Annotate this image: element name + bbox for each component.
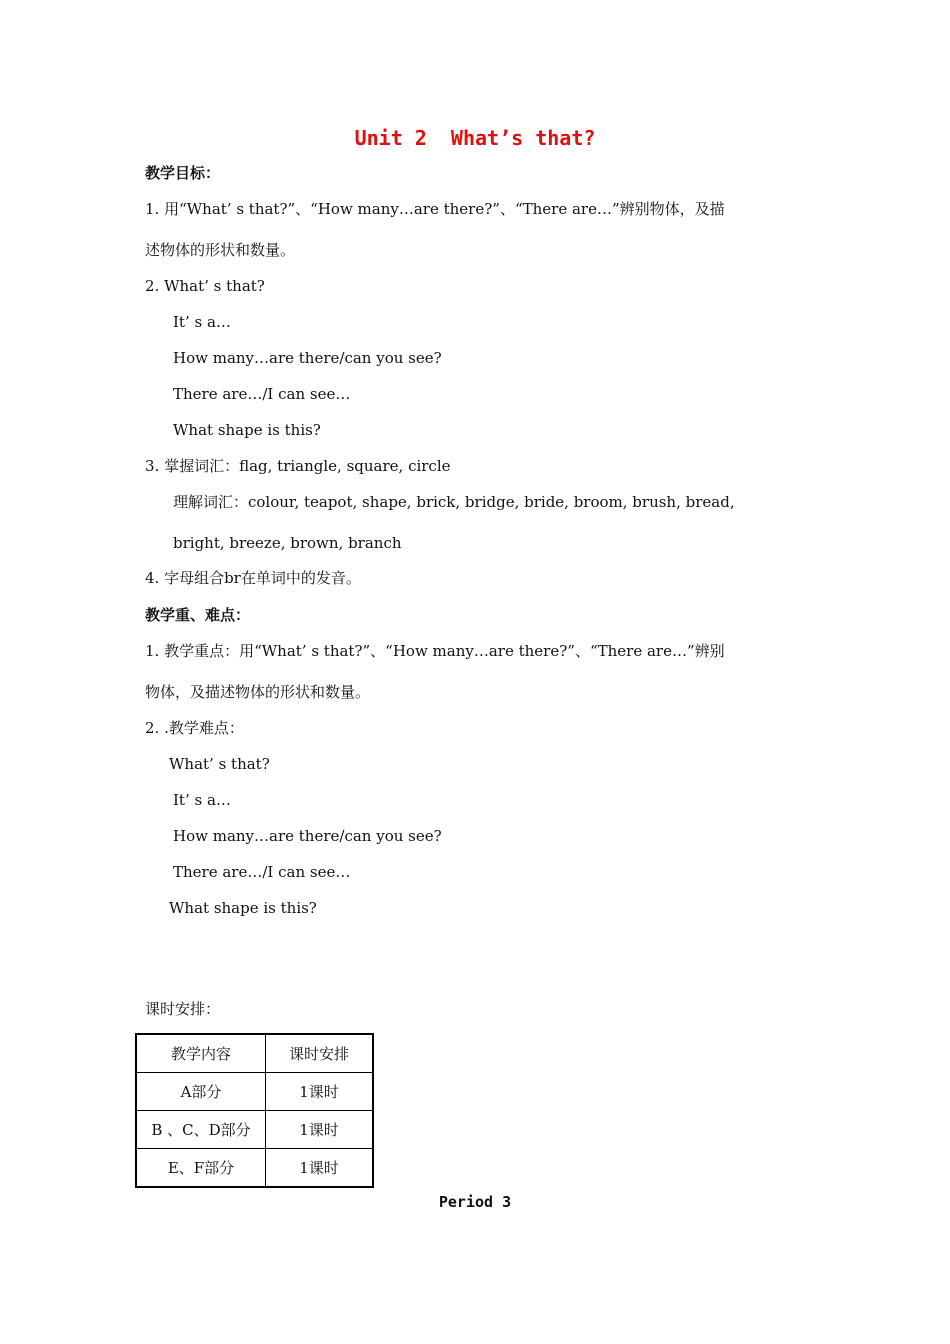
objective-4: 4. 字母组合br在单词中的发音。 bbox=[145, 569, 361, 587]
table-header-cell: 教学内容 bbox=[136, 1034, 266, 1073]
table-cell: 1课时 bbox=[266, 1149, 374, 1188]
table-cell: A部分 bbox=[136, 1073, 266, 1111]
key-points-heading: 教学重、难点： bbox=[145, 606, 251, 624]
objective-1-line-1: 1. 用“What’ s that?”、“How many…are there?”、“There are…”辨别物体，及描 bbox=[145, 200, 725, 218]
schedule-label: 课时安排： bbox=[145, 1000, 221, 1018]
table-header-row bbox=[136, 1034, 373, 1073]
objective-3-line-1: 3. 掌握词汇：flag, triangle, square, circle bbox=[145, 457, 451, 475]
objective-2-line: There are…/I can see… bbox=[173, 385, 351, 403]
objective-1-line-2: 述物体的形状和数量。 bbox=[145, 241, 296, 259]
table-row bbox=[136, 1073, 373, 1111]
table-row bbox=[136, 1111, 373, 1149]
table-row bbox=[136, 1149, 373, 1188]
key-point-2-head: 2. .教学难点： bbox=[145, 719, 244, 737]
key-point-2-line: There are…/I can see… bbox=[173, 863, 351, 881]
table-cell: 1课时 bbox=[266, 1073, 374, 1111]
document-title: Unit 2 What’s that? bbox=[354, 126, 596, 150]
objective-3-line-3: bright, breeze, brown, branch bbox=[173, 534, 402, 552]
objective-3-line-2: 理解词汇：colour, teapot, shape, brick, bridge, bride, broom, brush, bread, bbox=[173, 493, 735, 511]
key-point-2-line: It’ s a… bbox=[173, 791, 231, 809]
key-point-1-line-2: 物体，及描述物体的形状和数量。 bbox=[145, 683, 371, 701]
table-cell: 1课时 bbox=[266, 1111, 374, 1149]
table-cell: B 、C、D部分 bbox=[136, 1111, 266, 1149]
key-point-1-line-1: 1. 教学重点：用“What’ s that?”、“How many…are there?”、“There are…”辨别 bbox=[145, 642, 725, 660]
key-point-2-line: How many…are there/can you see? bbox=[173, 827, 442, 845]
objective-2-line: How many…are there/can you see? bbox=[173, 349, 442, 367]
schedule-table bbox=[135, 1033, 374, 1188]
objective-2-head: 2. What’ s that? bbox=[145, 277, 265, 295]
period-heading: Period 3 bbox=[438, 1193, 512, 1211]
objective-2-line: It’ s a… bbox=[173, 313, 231, 331]
key-point-2-line: What’ s that? bbox=[169, 755, 270, 773]
objective-2-line: What shape is this? bbox=[173, 421, 321, 439]
key-point-2-line: What shape is this? bbox=[169, 899, 317, 917]
objectives-heading: 教学目标： bbox=[145, 164, 221, 182]
table-header-cell: 课时安排 bbox=[266, 1034, 374, 1073]
table-cell: E、F部分 bbox=[136, 1149, 266, 1188]
